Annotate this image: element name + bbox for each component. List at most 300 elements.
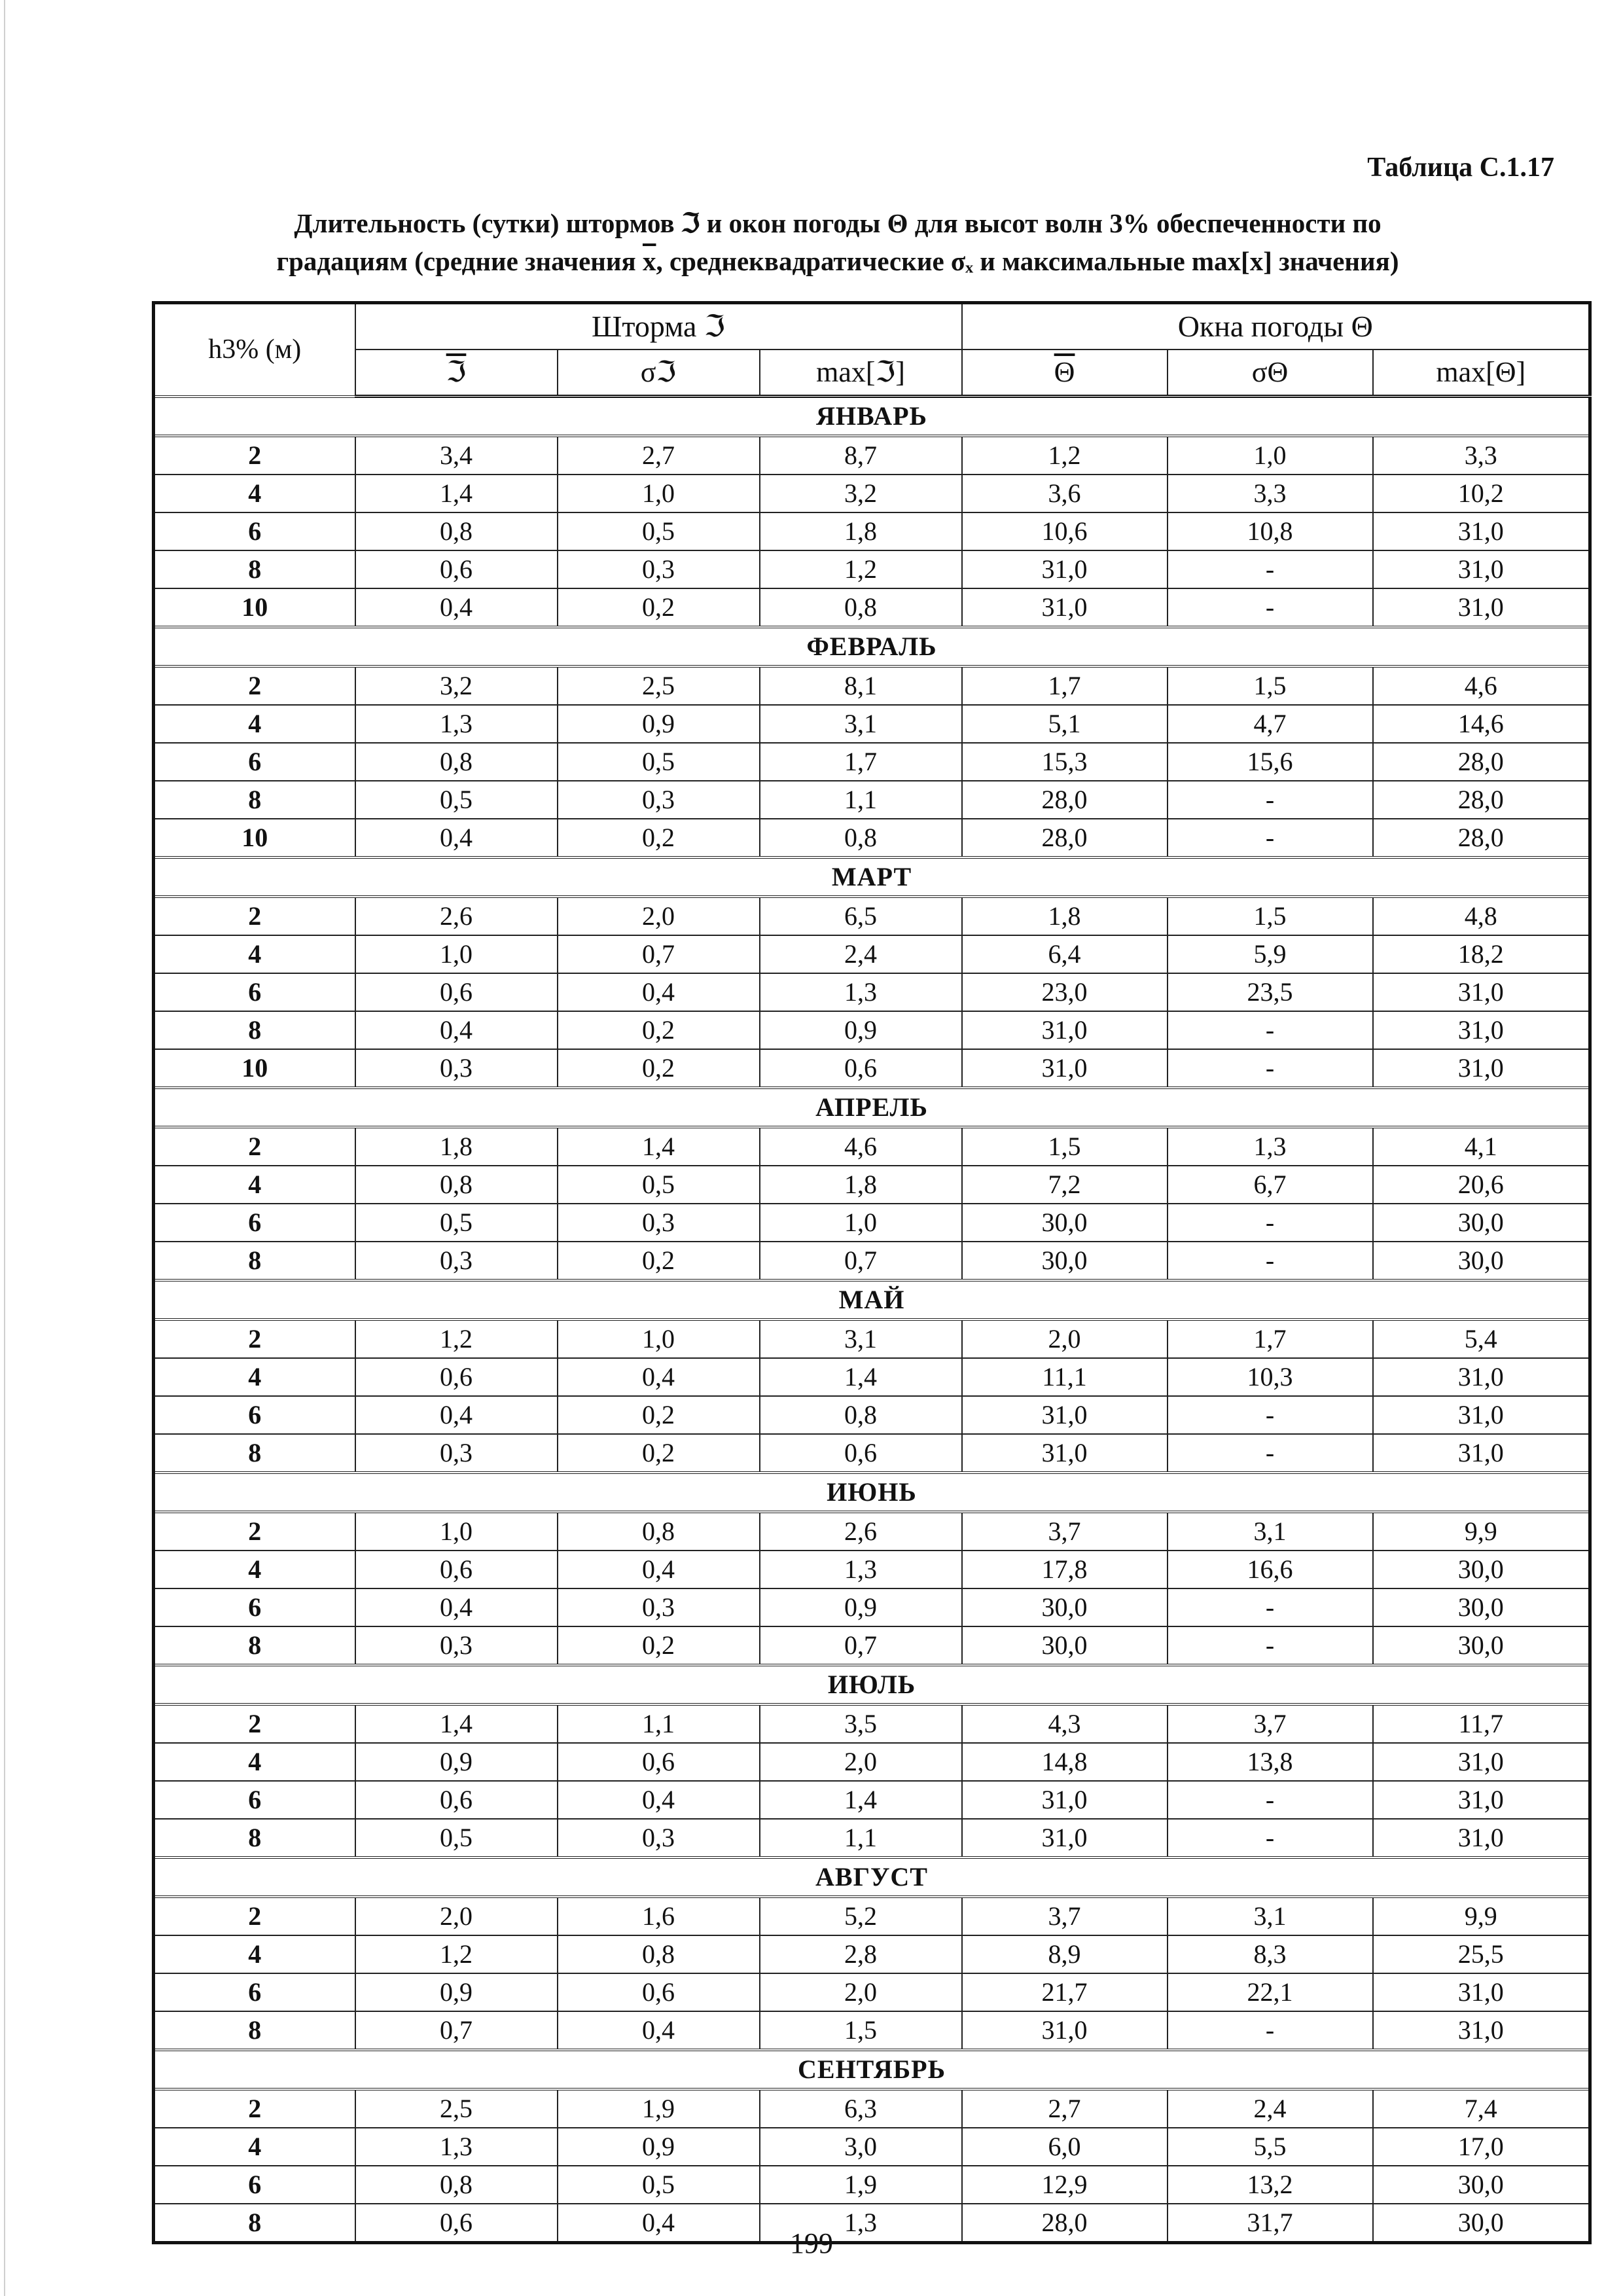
month-label: ИЮНЬ	[154, 1473, 1590, 1512]
cell-wave-height: 4	[154, 1551, 355, 1588]
cell-window-mean: 2,0	[962, 1319, 1168, 1358]
cell-storm-max: 1,3	[760, 1551, 962, 1588]
window-mean-symbol: $\overline{\Theta}$	[1054, 356, 1075, 388]
table-row	[154, 935, 1590, 973]
cell-storm-mean: 0,8	[355, 2166, 558, 2204]
cell-wave-height: 6	[154, 1204, 355, 1242]
storm-mean-symbol: ℑ	[446, 356, 467, 388]
cell-storm-sigma: 0,4	[558, 1781, 760, 1819]
cell-window-sigma: 2,4	[1168, 2089, 1373, 2128]
cell-storm-max: 2,4	[760, 935, 962, 973]
cell-storm-sigma: 0,2	[558, 1626, 760, 1665]
cell-storm-sigma: 0,3	[558, 781, 760, 819]
cell-storm-max: 6,5	[760, 897, 962, 935]
cell-storm-mean: 0,3	[355, 1049, 558, 1088]
month-label: АПРЕЛЬ	[154, 1088, 1590, 1127]
cell-storm-mean: 0,6	[355, 1781, 558, 1819]
cell-storm-mean: 1,2	[355, 1935, 558, 1973]
cell-wave-height: 6	[154, 1588, 355, 1626]
month-row	[154, 397, 1590, 437]
cell-storm-mean: 2,6	[355, 897, 558, 935]
cell-storm-sigma: 0,4	[558, 2011, 760, 2050]
cell-window-max: 17,0	[1373, 2128, 1590, 2166]
scan-edge-line	[4, 0, 5, 2296]
cell-storm-max: 1,2	[760, 550, 962, 588]
cell-wave-height: 2	[154, 436, 355, 475]
cell-wave-height: 8	[154, 1011, 355, 1049]
cell-storm-mean: 0,4	[355, 1396, 558, 1434]
cell-window-sigma: -	[1168, 1204, 1373, 1242]
cell-window-mean: 3,7	[962, 1897, 1168, 1935]
table-row	[154, 1626, 1590, 1665]
table-row	[154, 666, 1590, 705]
table-row	[154, 512, 1590, 550]
month-row	[154, 1280, 1590, 1319]
header-storm-max: max[ℑ]	[760, 350, 962, 397]
caption-xbar-symbol: $\overline{x}$	[642, 246, 656, 276]
cell-storm-max: 3,5	[760, 1704, 962, 1743]
cell-window-sigma: -	[1168, 781, 1373, 819]
cell-storm-mean: 0,3	[355, 1434, 558, 1473]
cell-storm-max: 0,8	[760, 819, 962, 857]
cell-storm-max: 1,4	[760, 1358, 962, 1396]
cell-window-mean: 8,9	[962, 1935, 1168, 1973]
cell-storm-max: 0,7	[760, 1626, 962, 1665]
month-label: СЕНТЯБРЬ	[154, 2050, 1590, 2089]
table-row	[154, 1512, 1590, 1551]
cell-storm-sigma: 0,2	[558, 819, 760, 857]
caption-line-2-end: , среднеквадратические σₓ и максимальные max[x] значения)	[656, 246, 1399, 276]
month-row	[154, 1473, 1590, 1512]
cell-storm-mean: 0,6	[355, 550, 558, 588]
cell-window-max: 31,0	[1373, 1743, 1590, 1781]
cell-storm-sigma: 0,2	[558, 1396, 760, 1434]
table-row	[154, 1781, 1590, 1819]
cell-window-sigma: -	[1168, 1049, 1373, 1088]
table-row	[154, 897, 1590, 935]
cell-storm-mean: 0,8	[355, 1166, 558, 1204]
cell-storm-sigma: 1,4	[558, 1127, 760, 1166]
cell-window-mean: 1,7	[962, 666, 1168, 705]
cell-wave-height: 6	[154, 2166, 355, 2204]
cell-wave-height: 6	[154, 743, 355, 781]
cell-window-sigma: 1,0	[1168, 436, 1373, 475]
cell-storm-max: 2,6	[760, 1512, 962, 1551]
cell-window-max: 31,0	[1373, 512, 1590, 550]
cell-window-mean: 15,3	[962, 743, 1168, 781]
caption-line-2-start: градациям (средние значения	[276, 246, 643, 276]
cell-window-max: 30,0	[1373, 2204, 1590, 2243]
cell-window-max: 9,9	[1373, 1512, 1590, 1551]
cell-storm-sigma: 0,2	[558, 1242, 760, 1280]
cell-window-mean: 30,0	[962, 1242, 1168, 1280]
cell-storm-mean: 0,3	[355, 1242, 558, 1280]
cell-window-sigma: 5,5	[1168, 2128, 1373, 2166]
cell-window-mean: 31,0	[962, 2011, 1168, 2050]
table-row	[154, 2166, 1590, 2204]
cell-window-sigma: 6,7	[1168, 1166, 1373, 1204]
cell-storm-max: 3,1	[760, 705, 962, 743]
cell-window-sigma: 3,7	[1168, 1704, 1373, 1743]
cell-window-mean: 30,0	[962, 1626, 1168, 1665]
cell-wave-height: 2	[154, 897, 355, 935]
month-label: ФЕВРАЛЬ	[154, 627, 1590, 666]
month-row	[154, 2050, 1590, 2089]
cell-storm-mean: 0,7	[355, 2011, 558, 2050]
cell-wave-height: 8	[154, 1434, 355, 1473]
cell-window-max: 4,6	[1373, 666, 1590, 705]
cell-window-sigma: 3,1	[1168, 1897, 1373, 1935]
month-row	[154, 1665, 1590, 1704]
cell-window-mean: 11,1	[962, 1358, 1168, 1396]
table-row	[154, 1049, 1590, 1088]
cell-storm-mean: 1,3	[355, 705, 558, 743]
cell-window-sigma: 3,1	[1168, 1512, 1373, 1551]
cell-storm-max: 3,1	[760, 1319, 962, 1358]
cell-storm-sigma: 0,3	[558, 1588, 760, 1626]
cell-window-sigma: 31,7	[1168, 2204, 1373, 2243]
cell-window-mean: 31,0	[962, 1011, 1168, 1049]
cell-storm-sigma: 1,0	[558, 475, 760, 512]
cell-storm-sigma: 0,5	[558, 743, 760, 781]
cell-wave-height: 4	[154, 1935, 355, 1973]
cell-window-max: 31,0	[1373, 1973, 1590, 2011]
cell-window-sigma: -	[1168, 819, 1373, 857]
cell-storm-mean: 2,5	[355, 2089, 558, 2128]
cell-window-mean: 1,8	[962, 897, 1168, 935]
table-row	[154, 1396, 1590, 1434]
cell-window-mean: 31,0	[962, 1049, 1168, 1088]
table-row	[154, 743, 1590, 781]
cell-storm-max: 0,8	[760, 1396, 962, 1434]
cell-storm-max: 0,7	[760, 1242, 962, 1280]
cell-window-sigma: -	[1168, 1242, 1373, 1280]
cell-storm-sigma: 0,8	[558, 1512, 760, 1551]
cell-window-max: 30,0	[1373, 1204, 1590, 1242]
cell-storm-mean: 1,2	[355, 1319, 558, 1358]
cell-window-sigma: 16,6	[1168, 1551, 1373, 1588]
table-row	[154, 1434, 1590, 1473]
cell-storm-max: 1,3	[760, 2204, 962, 2243]
cell-storm-sigma: 0,5	[558, 512, 760, 550]
header-weather-windows-group: Окна погоды Θ	[962, 303, 1590, 350]
cell-storm-max: 1,3	[760, 973, 962, 1011]
cell-wave-height: 6	[154, 1396, 355, 1434]
cell-storm-mean: 1,8	[355, 1127, 558, 1166]
cell-window-max: 31,0	[1373, 588, 1590, 627]
month-row	[154, 857, 1590, 897]
cell-storm-max: 5,2	[760, 1897, 962, 1935]
cell-storm-sigma: 0,2	[558, 1011, 760, 1049]
cell-window-max: 31,0	[1373, 1396, 1590, 1434]
cell-storm-mean: 0,4	[355, 588, 558, 627]
cell-storm-max: 2,0	[760, 1973, 962, 2011]
cell-storm-max: 1,5	[760, 2011, 962, 2050]
cell-window-sigma: -	[1168, 1434, 1373, 1473]
cell-window-max: 30,0	[1373, 1588, 1590, 1626]
cell-storm-sigma: 1,0	[558, 1319, 760, 1358]
table-row	[154, 1127, 1590, 1166]
table-row	[154, 819, 1590, 857]
cell-window-mean: 31,0	[962, 1434, 1168, 1473]
cell-window-max: 31,0	[1373, 1819, 1590, 1857]
cell-wave-height: 8	[154, 2204, 355, 2243]
cell-window-mean: 6,0	[962, 2128, 1168, 2166]
cell-storm-max: 2,8	[760, 1935, 962, 1973]
table-row	[154, 1242, 1590, 1280]
month-label: МАЙ	[154, 1280, 1590, 1319]
cell-window-sigma: -	[1168, 588, 1373, 627]
cell-storm-mean: 0,9	[355, 1973, 558, 2011]
cell-wave-height: 8	[154, 781, 355, 819]
cell-window-mean: 17,8	[962, 1551, 1168, 1588]
table-row	[154, 475, 1590, 512]
cell-storm-mean: 0,6	[355, 2204, 558, 2243]
cell-window-sigma: -	[1168, 1781, 1373, 1819]
cell-storm-mean: 0,8	[355, 512, 558, 550]
cell-storm-max: 8,7	[760, 436, 962, 475]
cell-wave-height: 4	[154, 2128, 355, 2166]
cell-wave-height: 10	[154, 1049, 355, 1088]
cell-window-max: 20,6	[1373, 1166, 1590, 1204]
header-window-sigma: σΘ	[1168, 350, 1373, 397]
cell-storm-max: 3,2	[760, 475, 962, 512]
cell-window-mean: 30,0	[962, 1204, 1168, 1242]
cell-storm-mean: 0,9	[355, 1743, 558, 1781]
cell-window-sigma: 8,3	[1168, 1935, 1373, 1973]
cell-storm-sigma: 0,8	[558, 1935, 760, 1973]
cell-wave-height: 6	[154, 1973, 355, 2011]
cell-window-max: 28,0	[1373, 819, 1590, 857]
cell-window-mean: 12,9	[962, 2166, 1168, 2204]
cell-storm-sigma: 0,2	[558, 588, 760, 627]
cell-storm-sigma: 0,2	[558, 1049, 760, 1088]
cell-storm-max: 3,0	[760, 2128, 962, 2166]
table-row	[154, 436, 1590, 475]
cell-window-max: 18,2	[1373, 935, 1590, 973]
header-storm-mean	[355, 350, 558, 397]
cell-window-mean: 28,0	[962, 819, 1168, 857]
cell-window-mean: 2,7	[962, 2089, 1168, 2128]
table-row	[154, 1166, 1590, 1204]
cell-window-sigma: 23,5	[1168, 973, 1373, 1011]
storm-duration-table	[152, 301, 1592, 2244]
cell-window-sigma: 1,5	[1168, 897, 1373, 935]
cell-window-max: 31,0	[1373, 1358, 1590, 1396]
cell-wave-height: 8	[154, 550, 355, 588]
cell-window-max: 9,9	[1373, 1897, 1590, 1935]
cell-window-mean: 10,6	[962, 512, 1168, 550]
cell-wave-height: 4	[154, 1166, 355, 1204]
cell-wave-height: 2	[154, 666, 355, 705]
cell-window-mean: 6,4	[962, 935, 1168, 973]
header-row-groups	[154, 303, 1590, 350]
month-label: ИЮЛЬ	[154, 1665, 1590, 1704]
cell-wave-height: 8	[154, 1626, 355, 1665]
cell-window-mean: 23,0	[962, 973, 1168, 1011]
cell-storm-mean: 0,3	[355, 1626, 558, 1665]
cell-window-sigma: 10,8	[1168, 512, 1373, 550]
cell-window-sigma: -	[1168, 1588, 1373, 1626]
cell-wave-height: 2	[154, 1704, 355, 1743]
cell-window-sigma: -	[1168, 1819, 1373, 1857]
cell-storm-sigma: 0,3	[558, 1819, 760, 1857]
cell-storm-mean: 1,4	[355, 1704, 558, 1743]
table-row	[154, 1973, 1590, 2011]
cell-window-max: 31,0	[1373, 1781, 1590, 1819]
cell-wave-height: 4	[154, 475, 355, 512]
page-number: 199	[790, 2227, 833, 2259]
cell-storm-sigma: 0,4	[558, 973, 760, 1011]
table-row	[154, 1204, 1590, 1242]
header-window-mean	[962, 350, 1168, 397]
table-row	[154, 1588, 1590, 1626]
header-row-stats	[154, 350, 1590, 397]
table-row	[154, 1551, 1590, 1588]
cell-storm-max: 0,9	[760, 1011, 962, 1049]
cell-storm-mean: 1,0	[355, 1512, 558, 1551]
cell-wave-height: 2	[154, 1127, 355, 1166]
cell-storm-max: 6,3	[760, 2089, 962, 2128]
cell-storm-sigma: 1,9	[558, 2089, 760, 2128]
cell-storm-sigma: 1,1	[558, 1704, 760, 1743]
cell-storm-mean: 0,8	[355, 743, 558, 781]
table-caption	[131, 204, 1544, 280]
table-row	[154, 1011, 1590, 1049]
cell-storm-sigma: 0,9	[558, 705, 760, 743]
table-row	[154, 588, 1590, 627]
cell-storm-mean: 0,5	[355, 781, 558, 819]
cell-storm-mean: 1,3	[355, 2128, 558, 2166]
month-label: АВГУСТ	[154, 1857, 1590, 1897]
cell-wave-height: 2	[154, 1897, 355, 1935]
cell-storm-mean: 0,4	[355, 1588, 558, 1626]
cell-window-sigma: -	[1168, 550, 1373, 588]
cell-window-sigma: 1,5	[1168, 666, 1373, 705]
cell-storm-sigma: 1,6	[558, 1897, 760, 1935]
cell-window-max: 25,5	[1373, 1935, 1590, 1973]
cell-window-sigma: 10,3	[1168, 1358, 1373, 1396]
cell-window-max: 31,0	[1373, 1011, 1590, 1049]
cell-storm-mean: 2,0	[355, 1897, 558, 1935]
cell-wave-height: 4	[154, 1743, 355, 1781]
cell-storm-max: 1,1	[760, 1819, 962, 1857]
cell-wave-height: 8	[154, 1819, 355, 1857]
cell-storm-sigma: 0,4	[558, 1551, 760, 1588]
cell-storm-max: 1,8	[760, 512, 962, 550]
cell-window-mean: 31,0	[962, 1396, 1168, 1434]
table-row	[154, 550, 1590, 588]
cell-storm-sigma: 2,0	[558, 897, 760, 935]
cell-storm-mean: 1,0	[355, 935, 558, 973]
cell-storm-mean: 3,4	[355, 436, 558, 475]
cell-storm-sigma: 0,2	[558, 1434, 760, 1473]
cell-wave-height: 6	[154, 1781, 355, 1819]
table-row	[154, 973, 1590, 1011]
caption-line-1: Длительность (сутки) штормов ℑ и окон погоды Θ для высот волн 3% обеспеченности по	[294, 208, 1382, 238]
table-row	[154, 1743, 1590, 1781]
cell-window-max: 14,6	[1373, 705, 1590, 743]
cell-storm-mean: 0,6	[355, 1551, 558, 1588]
cell-window-sigma: 13,8	[1168, 1743, 1373, 1781]
cell-storm-max: 4,6	[760, 1127, 962, 1166]
header-storms-group: Шторма ℑ	[355, 303, 962, 350]
table-body	[154, 397, 1590, 2243]
cell-storm-sigma: 0,5	[558, 1166, 760, 1204]
cell-storm-max: 1,4	[760, 1781, 962, 1819]
table-row	[154, 1358, 1590, 1396]
cell-storm-mean: 1,4	[355, 475, 558, 512]
cell-storm-max: 1,9	[760, 2166, 962, 2204]
cell-window-sigma: 3,3	[1168, 475, 1373, 512]
cell-storm-sigma: 2,5	[558, 666, 760, 705]
cell-wave-height: 4	[154, 1358, 355, 1396]
cell-wave-height: 6	[154, 512, 355, 550]
cell-wave-height: 10	[154, 588, 355, 627]
cell-window-max: 31,0	[1373, 973, 1590, 1011]
cell-wave-height: 4	[154, 705, 355, 743]
table-row	[154, 2011, 1590, 2050]
cell-wave-height: 8	[154, 2011, 355, 2050]
cell-window-sigma: 22,1	[1168, 1973, 1373, 2011]
cell-storm-sigma: 0,9	[558, 2128, 760, 2166]
cell-storm-max: 1,0	[760, 1204, 962, 1242]
cell-window-sigma: -	[1168, 2011, 1373, 2050]
table-row	[154, 2089, 1590, 2128]
table-row	[154, 2128, 1590, 2166]
cell-storm-max: 1,8	[760, 1166, 962, 1204]
cell-window-sigma: 5,9	[1168, 935, 1373, 973]
cell-window-mean: 28,0	[962, 2204, 1168, 2243]
cell-storm-mean: 0,4	[355, 1011, 558, 1049]
cell-window-mean: 3,6	[962, 475, 1168, 512]
cell-window-max: 30,0	[1373, 1242, 1590, 1280]
cell-storm-sigma: 0,3	[558, 1204, 760, 1242]
cell-window-mean: 7,2	[962, 1166, 1168, 1204]
cell-window-max: 7,4	[1373, 2089, 1590, 2128]
table-row	[154, 1704, 1590, 1743]
cell-window-sigma: 1,3	[1168, 1127, 1373, 1166]
cell-window-sigma: 13,2	[1168, 2166, 1373, 2204]
cell-storm-sigma: 2,7	[558, 436, 760, 475]
cell-window-max: 31,0	[1373, 550, 1590, 588]
table-number: Таблица С.1.17	[1367, 152, 1554, 183]
cell-wave-height: 8	[154, 1242, 355, 1280]
cell-storm-sigma: 0,5	[558, 2166, 760, 2204]
cell-window-mean: 28,0	[962, 781, 1168, 819]
table-row	[154, 781, 1590, 819]
cell-window-max: 30,0	[1373, 1626, 1590, 1665]
cell-window-mean: 14,8	[962, 1743, 1168, 1781]
cell-storm-max: 1,7	[760, 743, 962, 781]
cell-window-mean: 31,0	[962, 1781, 1168, 1819]
cell-storm-max: 0,6	[760, 1434, 962, 1473]
cell-storm-max: 1,1	[760, 781, 962, 819]
cell-wave-height: 4	[154, 935, 355, 973]
cell-window-max: 4,8	[1373, 897, 1590, 935]
cell-storm-sigma: 0,3	[558, 550, 760, 588]
cell-window-max: 30,0	[1373, 1551, 1590, 1588]
cell-storm-sigma: 0,4	[558, 1358, 760, 1396]
cell-window-sigma: -	[1168, 1396, 1373, 1434]
cell-window-mean: 4,3	[962, 1704, 1168, 1743]
cell-storm-mean: 0,6	[355, 1358, 558, 1396]
cell-storm-max: 2,0	[760, 1743, 962, 1781]
cell-window-max: 31,0	[1373, 1049, 1590, 1088]
cell-storm-sigma: 0,6	[558, 1743, 760, 1781]
cell-window-max: 10,2	[1373, 475, 1590, 512]
cell-storm-mean: 0,5	[355, 1819, 558, 1857]
